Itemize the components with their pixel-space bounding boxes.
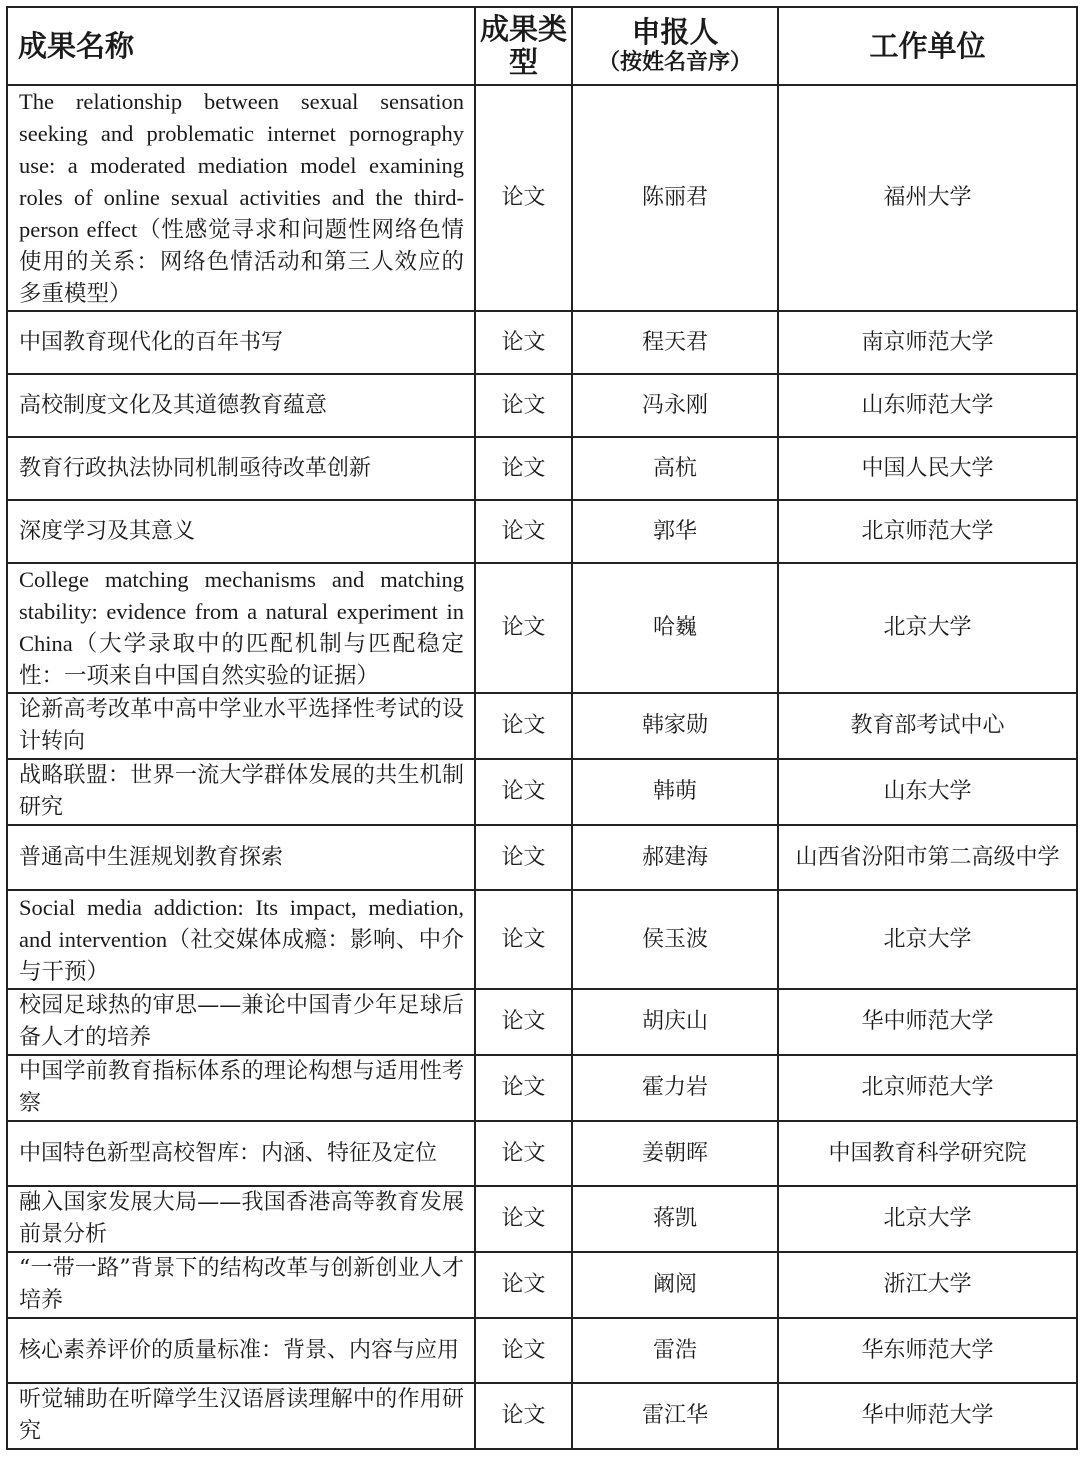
row-title: The relationship between sexual sensation seeking and problematic internet pornography use: a moderated mediation model examining roles of online sexual activities and the third-person effect（性感觉寻求和问题性网络色情使用的关系：网络色情活动和第三人效应的多重模型） [7, 85, 475, 311]
row-title: 深度学习及其意义 [7, 500, 475, 563]
row-title: Social media addiction: Its impact, mediation, and intervention（社交媒体成瘾：影响、中介与干预） [7, 890, 475, 989]
row-type: 论文 [475, 437, 572, 500]
table-row [7, 437, 1077, 500]
row-title: 校园足球热的审思——兼论中国青少年足球后备人才的培养 [7, 989, 475, 1055]
table-row [7, 825, 1077, 890]
table-row [7, 85, 1077, 311]
row-applicant: 郝建海 [572, 825, 778, 890]
table-row [7, 890, 1077, 989]
header-row [7, 7, 1077, 85]
table-row [7, 1383, 1077, 1449]
table-row [7, 563, 1077, 693]
row-applicant: 程天君 [572, 311, 778, 374]
row-type: 论文 [475, 759, 572, 825]
header-applicant-label: 申报人 [631, 15, 719, 49]
row-title: 战略联盟：世界一流大学群体发展的共生机制研究 [7, 759, 475, 825]
header-name: 成果名称 [7, 7, 475, 85]
row-applicant: 哈巍 [572, 563, 778, 693]
table-row [7, 500, 1077, 563]
row-type: 论文 [475, 1318, 572, 1383]
header-unit: 工作单位 [778, 7, 1077, 85]
row-unit: 南京师范大学 [778, 311, 1077, 374]
row-unit: 中国教育科学研究院 [778, 1121, 1077, 1186]
row-unit: 北京大学 [778, 1186, 1077, 1252]
row-applicant: 霍力岩 [572, 1055, 778, 1121]
row-type: 论文 [475, 989, 572, 1055]
table-row [7, 374, 1077, 437]
row-unit: 山西省汾阳市第二高级中学 [778, 825, 1077, 890]
row-applicant: 雷江华 [572, 1383, 778, 1449]
row-type: 论文 [475, 1252, 572, 1318]
row-unit: 北京师范大学 [778, 1055, 1077, 1121]
row-type: 论文 [475, 890, 572, 989]
row-type: 论文 [475, 825, 572, 890]
table-body [7, 85, 1077, 1449]
row-type: 论文 [475, 1121, 572, 1186]
row-title: 中国特色新型高校智库：内涵、特征及定位 [7, 1121, 475, 1186]
row-title: 论新高考改革中高中学业水平选择性考试的设计转向 [7, 693, 475, 759]
row-unit: 中国人民大学 [778, 437, 1077, 500]
row-title: 听觉辅助在听障学生汉语唇读理解中的作用研究 [7, 1383, 475, 1449]
row-unit: 北京师范大学 [778, 500, 1077, 563]
table-row [7, 1252, 1077, 1318]
row-title: 教育行政执法协同机制亟待改革创新 [7, 437, 475, 500]
row-title: College matching mechanisms and matching stability: evidence from a natural experiment in China（大学录取中的匹配机制与匹配稳定性：一项来自中国自然实验的证据） [7, 563, 475, 693]
row-unit: 北京大学 [778, 563, 1077, 693]
table-row [7, 1121, 1077, 1186]
table-row [7, 693, 1077, 759]
row-title: “一带一路”背景下的结构改革与创新创业人才培养 [7, 1252, 475, 1318]
row-applicant: 胡庆山 [572, 989, 778, 1055]
row-applicant: 阚阅 [572, 1252, 778, 1318]
table-header [7, 7, 1077, 85]
row-applicant: 韩萌 [572, 759, 778, 825]
awards-table [6, 6, 1078, 1450]
row-unit: 华中师范大学 [778, 1383, 1077, 1449]
row-unit: 北京大学 [778, 890, 1077, 989]
row-title: 高校制度文化及其道德教育蕴意 [7, 374, 475, 437]
row-applicant: 韩家勋 [572, 693, 778, 759]
table-row [7, 1055, 1077, 1121]
row-title: 融入国家发展大局——我国香港高等教育发展前景分析 [7, 1186, 475, 1252]
row-type: 论文 [475, 500, 572, 563]
header-type: 成果类型 [475, 7, 572, 85]
row-applicant: 侯玉波 [572, 890, 778, 989]
row-unit: 华东师范大学 [778, 1318, 1077, 1383]
row-type: 论文 [475, 563, 572, 693]
row-unit: 华中师范大学 [778, 989, 1077, 1055]
table-row [7, 759, 1077, 825]
row-title: 普通高中生涯规划教育探索 [7, 825, 475, 890]
row-unit: 教育部考试中心 [778, 693, 1077, 759]
header-applicant-note: （按姓名音序） [597, 50, 752, 75]
row-applicant: 蒋凯 [572, 1186, 778, 1252]
row-title: 中国学前教育指标体系的理论构想与适用性考察 [7, 1055, 475, 1121]
row-title: 核心素养评价的质量标准：背景、内容与应用 [7, 1318, 475, 1383]
row-type: 论文 [475, 1383, 572, 1449]
table-row [7, 1186, 1077, 1252]
row-title: 中国教育现代化的百年书写 [7, 311, 475, 374]
row-type: 论文 [475, 311, 572, 374]
row-applicant: 郭华 [572, 500, 778, 563]
row-type: 论文 [475, 374, 572, 437]
header-applicant [572, 7, 778, 85]
table-row [7, 311, 1077, 374]
row-type: 论文 [475, 1186, 572, 1252]
row-type: 论文 [475, 1055, 572, 1121]
row-type: 论文 [475, 85, 572, 311]
row-unit: 山东师范大学 [778, 374, 1077, 437]
row-applicant: 高杭 [572, 437, 778, 500]
row-applicant: 陈丽君 [572, 85, 778, 311]
row-applicant: 雷浩 [572, 1318, 778, 1383]
row-unit: 福州大学 [778, 85, 1077, 311]
row-applicant: 冯永刚 [572, 374, 778, 437]
row-type: 论文 [475, 693, 572, 759]
row-unit: 山东大学 [778, 759, 1077, 825]
row-unit: 浙江大学 [778, 1252, 1077, 1318]
row-applicant: 姜朝晖 [572, 1121, 778, 1186]
table-row [7, 989, 1077, 1055]
table-row [7, 1318, 1077, 1383]
